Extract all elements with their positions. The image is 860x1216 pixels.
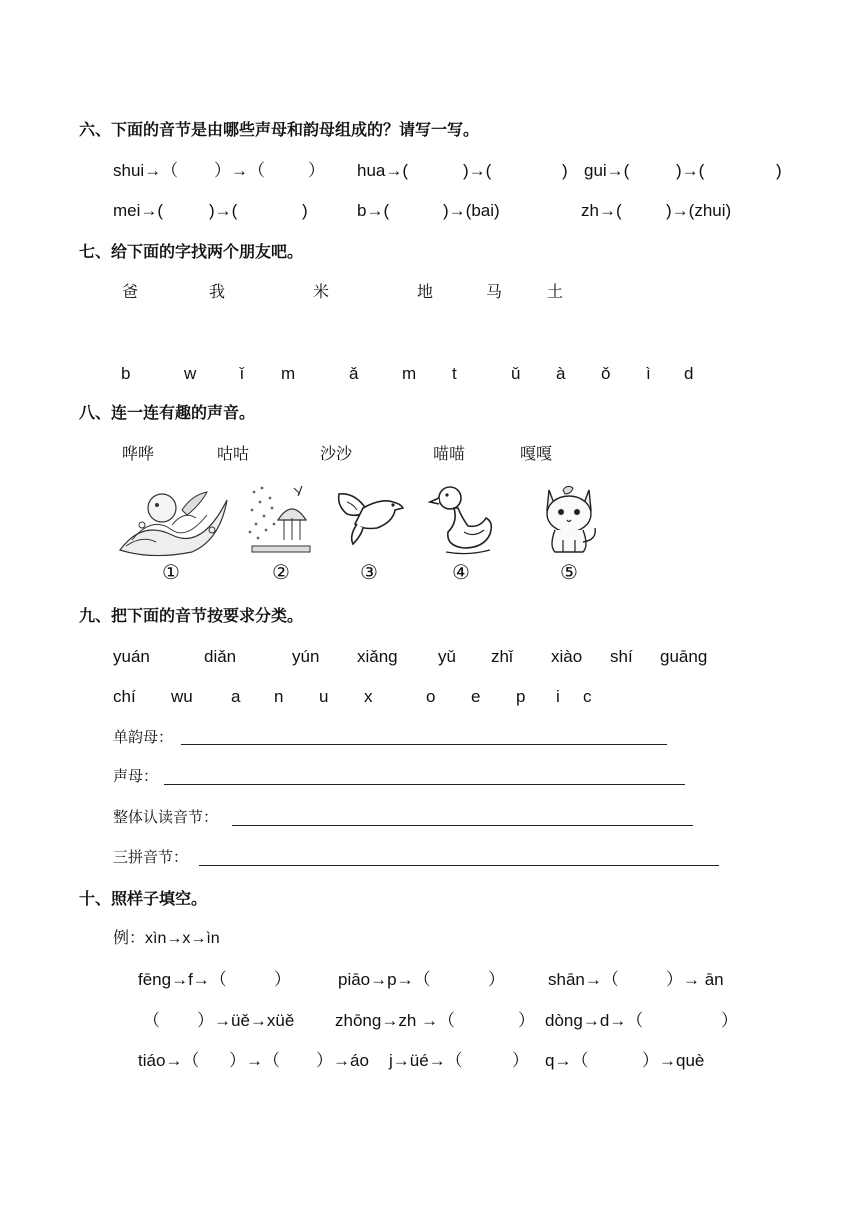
s6-row2-0: mei→( [113,201,164,220]
s7-letter: t [452,364,457,383]
section-7-title: 七、给下面的字找两个朋友吧。 [79,242,304,261]
s6-row1-4: )→( [463,161,492,180]
s8-sound: 嘎嘎 [520,444,553,463]
section-8-title: 八、连一连有趣的声音。 [79,403,256,422]
s9-syllable: xiǎng [357,647,398,666]
section-10-title: 十、照样子填空。 [79,889,208,908]
s9-syllable: shí [610,647,633,666]
s6-row1-6: gui→( [584,161,630,180]
s9-syllable: p [516,687,526,706]
s7-letter: m [402,364,417,383]
s9-syllable: yún [292,647,320,666]
s10-row3: tiáo→（ [138,1051,200,1070]
s9-syllable: diǎn [204,647,237,666]
s10-row2: zhōng→zh →（ [335,1011,455,1030]
s9-syllable: zhǐ [491,647,513,666]
dove-icon [333,484,405,550]
s9-syllable: chí [113,687,136,706]
s6-row1-8: ) [776,161,782,180]
s9-answer-line[interactable] [232,825,693,826]
s7-char: 地 [417,282,434,301]
s9-syllable: u [319,687,329,706]
s7-letter: ǒ [601,364,611,383]
s10-row3: ）→què [642,1051,705,1070]
rain-umbrella-icon [244,480,314,558]
s7-letter: ì [646,364,651,383]
s10-row3: j→üé→（ [389,1051,463,1070]
s10-row1: fēng→f→（ [138,970,227,989]
s10-example: 例：xìn→x→ìn [113,930,220,947]
s6-row2-6: )→(zhui) [666,201,732,220]
s10-row2: （ [143,1011,160,1030]
s10-row1: ） [274,970,291,989]
s6-row2-2: ) [302,201,308,220]
s9-syllable: a [231,687,241,706]
section-6-title: 六、下面的音节是由哪些声母和韵母组成的？请写一写。 [79,120,480,139]
s8-sound: 咕咕 [217,444,250,463]
s8-number-circle: ① [162,560,180,584]
s6-row1-5: ) [562,161,568,180]
section-9-title: 九、把下面的音节按要求分类。 [79,606,304,625]
s10-row3: ）→áo [316,1051,369,1070]
s9-label-whole-syllables: 整体认读音节： [113,808,219,826]
s6-row1-2: ） [308,161,325,180]
s9-syllable: e [471,687,481,706]
s7-letter: ǎ [349,364,359,383]
s8-number-circle: ② [272,560,290,584]
s9-syllable: o [426,687,436,706]
s8-sound: 沙沙 [320,444,353,463]
s6-row2-3: b→( [357,201,390,220]
s7-char: 米 [313,282,330,301]
s8-number-circle: ③ [360,560,378,584]
s8-sound: 哗哗 [122,444,155,463]
s9-syllable: i [556,687,560,706]
s9-label-single-finals: 单韵母： [113,728,174,746]
s10-row1: ） [488,970,505,989]
s9-syllable: c [583,687,592,706]
s9-answer-line[interactable] [181,744,667,745]
s7-char: 马 [486,282,503,301]
s8-number-circle: ⑤ [560,560,578,584]
s8-number-circle: ④ [452,560,470,584]
s9-syllable: wu [171,687,193,706]
s7-letter: ǐ [240,364,244,383]
s7-letter: b [121,364,131,383]
s10-row3: q→（ [545,1051,589,1070]
s9-syllable: yuán [113,647,150,666]
s7-char: 爸 [122,282,139,301]
s6-row1-0: shui→（ [113,161,179,180]
s6-row1-1: ）→（ [214,161,265,180]
s10-row1: shān→（ [548,970,619,989]
waves-icon [112,480,232,558]
duck-icon [428,482,496,556]
s7-letter: ǔ [511,364,521,383]
s10-row2: dòng→d→（ [545,1011,644,1030]
s9-answer-line[interactable] [164,784,685,785]
s10-row1: ）→ ān [666,970,724,989]
s9-syllable: xiào [551,647,583,666]
s7-letter: m [281,364,296,383]
s7-char: 我 [209,282,226,301]
s7-char: 土 [547,282,564,301]
s10-row2: ） [518,1011,535,1030]
s6-row1-7: )→( [676,161,705,180]
s8-sound: 喵喵 [433,444,466,463]
s10-row2: ）→üě→xüě [197,1011,295,1030]
s6-row2-1: )→( [209,201,238,220]
s6-row2-4: )→(bai) [443,201,500,220]
s9-syllable: n [274,687,284,706]
cat-icon [537,480,601,558]
s7-letter: à [556,364,566,383]
s10-row2: ） [721,1011,738,1030]
s9-syllable: x [364,687,373,706]
s6-row1-3: hua→( [357,161,409,180]
s9-syllable: yǔ [438,647,456,666]
s10-row1: piāo→p→（ [338,970,431,989]
s9-answer-line[interactable] [199,865,719,866]
s10-row3: ）→（ [229,1051,280,1070]
s7-letter: w [184,364,197,383]
s7-letter: d [684,364,694,383]
s9-syllable: guāng [660,647,708,666]
s10-row3: ） [512,1051,529,1070]
s6-row2-5: zh→( [581,201,622,220]
s9-label-initials: 声母： [113,767,159,785]
s9-label-three-part: 三拼音节： [113,848,189,866]
